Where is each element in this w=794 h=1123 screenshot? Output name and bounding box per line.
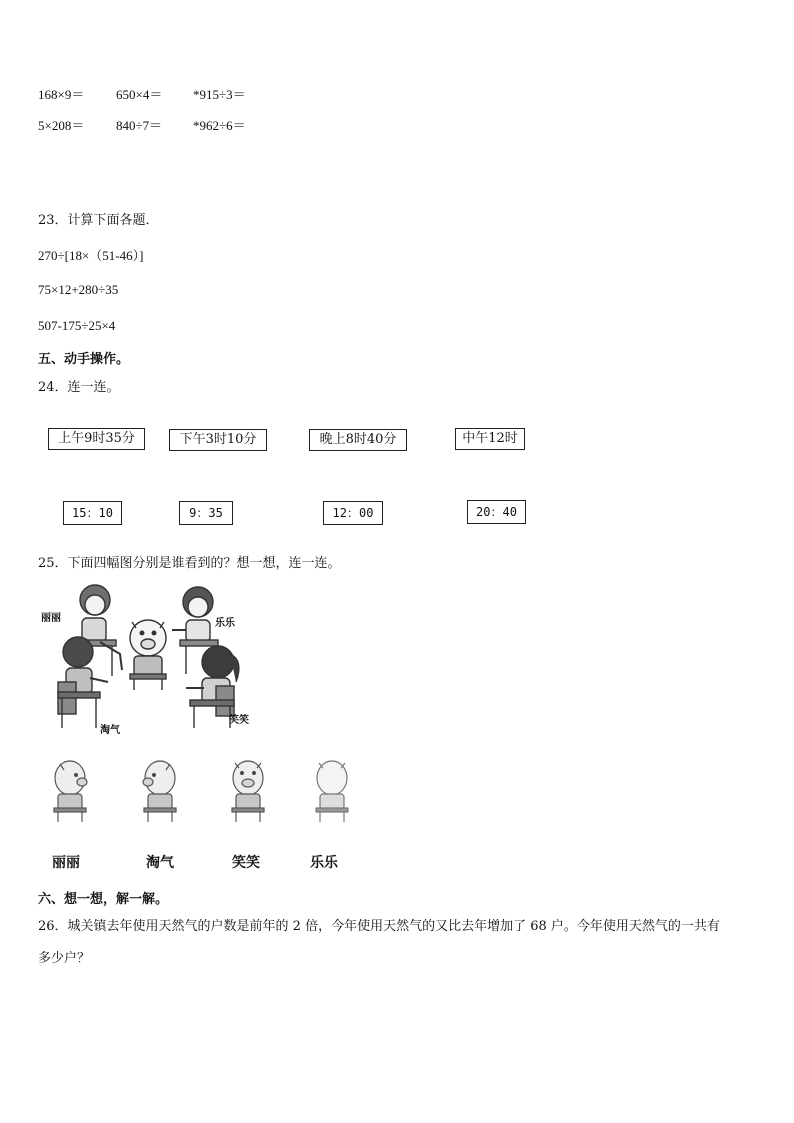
- time-box-cn-2[interactable]: 下午3时10分: [169, 429, 267, 451]
- q23-item-2: 75×12+280÷35: [38, 282, 119, 297]
- answer-name-taoqi[interactable]: 淘气: [146, 855, 174, 871]
- pig-view-back[interactable]: [312, 758, 352, 824]
- calc-row-2-item-1: 5×208＝: [38, 118, 85, 133]
- q26-text-line-1: 26．城关镇去年使用天然气的户数是前年的 2 倍，今年使用天然气的又比去年增加了 68 户。今年使用天然气的一共有: [38, 919, 720, 934]
- calc-row-1-item-1: 168×9＝: [38, 87, 85, 102]
- section-5-heading: 五、动手操作。: [38, 352, 130, 367]
- scene-label-lili: 丽丽: [41, 613, 61, 624]
- time-box-cn-1[interactable]: 上午9时35分: [48, 428, 145, 450]
- child-taoqi-figure: [58, 637, 108, 728]
- q25-title: 25．下面四幅图分别是谁看到的？想一想，连一连。: [38, 556, 341, 571]
- pig-view-front[interactable]: [228, 758, 268, 824]
- q23-title: 23．计算下面各题．: [38, 213, 159, 228]
- calc-row-2-item-3: *962÷6＝: [193, 118, 246, 133]
- q23-item-3: 507-175÷25×4: [38, 318, 116, 333]
- time-box-digital-3[interactable]: 12：00: [323, 501, 383, 525]
- pig-view-side-left[interactable]: [50, 758, 90, 824]
- time-box-cn-3[interactable]: 晚上8时40分: [309, 429, 407, 451]
- time-box-cn-4[interactable]: 中午12时: [455, 428, 525, 450]
- q26-text-line-2: 多少户？: [38, 951, 91, 966]
- answer-name-xiaoxiao[interactable]: 笑笑: [232, 855, 260, 871]
- answer-name-lele[interactable]: 乐乐: [310, 855, 338, 871]
- q24-title: 24．连一连。: [38, 380, 120, 395]
- q23-item-1: 270÷[18×（51-46）]: [38, 248, 144, 263]
- time-box-digital-2[interactable]: 9：35: [179, 501, 233, 525]
- pig-toy-figure: [130, 620, 166, 690]
- time-box-digital-1[interactable]: 15：10: [63, 501, 122, 525]
- section-6-heading: 六、想一想，解一解。: [38, 892, 169, 907]
- answer-name-lili[interactable]: 丽丽: [52, 855, 80, 871]
- scene-label-taoqi: 淘气: [100, 725, 120, 736]
- scene-label-xiaoxiao: 笑笑: [229, 715, 249, 726]
- pig-view-side-right[interactable]: [140, 758, 180, 824]
- time-box-digital-4[interactable]: 20：40: [467, 500, 526, 524]
- calc-row-1-item-3: *915÷3＝: [193, 87, 246, 102]
- calc-row-1-item-2: 650×4＝: [116, 87, 163, 102]
- calc-row-2-item-2: 840÷7＝: [116, 118, 163, 133]
- scene-label-lele: 乐乐: [215, 618, 235, 629]
